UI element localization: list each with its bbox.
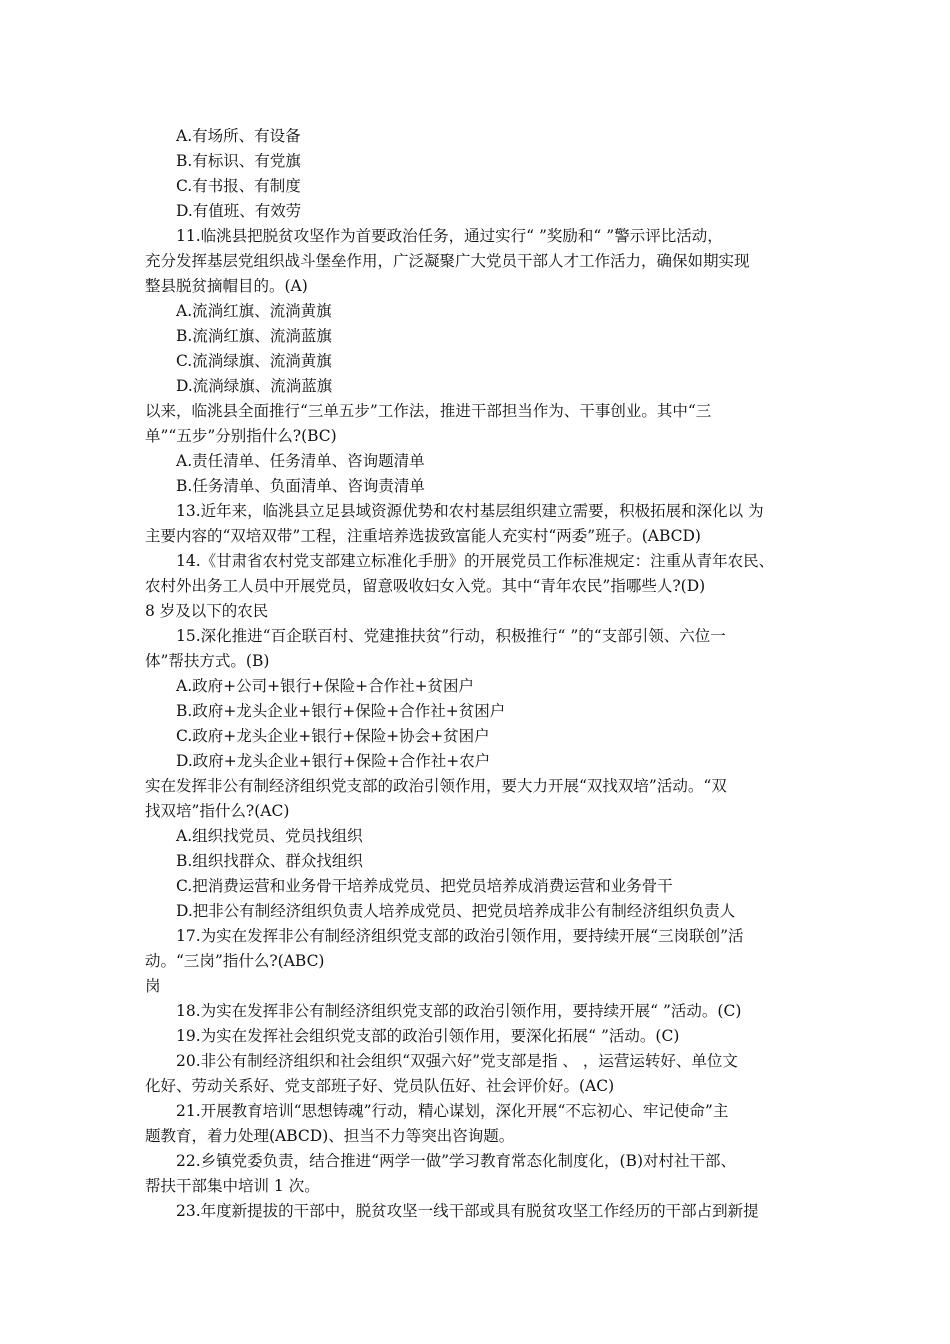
text-line: 实在发挥非公有制经济组织党支部的政治引领作用，要大力开展“双找双培”活动。“双 (145, 777, 727, 795)
text-line: 以来，临洮县全面推行“三单五步”工作法，推进干部担当作为、干事创业。其中“三 (145, 402, 712, 420)
text-line: 动。“三岗”指什么?(ABC) (145, 952, 325, 970)
text-line: B.政府+龙头企业+银行+保险+合作社+贫困户 (176, 702, 506, 720)
text-line: A.流淌红旗、流淌黄旗 (176, 302, 332, 320)
text-line: 23.年度新提拔的干部中，脱贫攻坚一线干部或具有脱贫攻坚工作经历的干部占到新提 (176, 1202, 759, 1220)
text-line: 题教育，着力处理(ABCD)、担当不力等突出咨询题。 (145, 1127, 515, 1145)
text-line: C.政府+龙头企业+银行+保险+协会+贫困户 (176, 727, 490, 745)
text-line: 8 岁及以下的农民 (145, 602, 269, 620)
text-line: 18.为实在发挥非公有制经济组织党支部的政治引领作用，要持续开展“ ”活动。(C) (176, 1002, 742, 1020)
text-line: 17.为实在发挥非公有制经济组织党支部的政治引领作用，要持续开展“三岗联创”活 (176, 927, 744, 945)
text-line: 岗 (145, 977, 161, 995)
text-line: C.把消费运营和业务骨干培养成党员、把党员培养成消费运营和业务骨干 (176, 877, 673, 895)
text-line: C.有书报、有制度 (176, 177, 301, 195)
text-line: D.政府+龙头企业+银行+保险+合作社+农户 (176, 752, 491, 770)
text-line: 化好、劳动关系好、党支部班子好、党员队伍好、社会评价好。(AC) (145, 1077, 615, 1095)
text-line: 13.近年来，临洮县立足县域资源优势和农村基层组织建立需要，积极拓展和深化以 为 (176, 502, 764, 520)
text-line: 20.非公有制经济组织和社会组织“双强六好”党支部是指 、 ，运营运转好、单位文 (176, 1052, 738, 1070)
text-line: A.有场所、有设备 (176, 127, 301, 145)
text-line: 主要内容的“双培双带”工程，注重培养选拔致富能人充实村“两委”班子。(ABCD) (145, 527, 701, 545)
text-line: 14.《甘肃省农村党支部建立标准化手册》的开展党员工作标准规定：注重从青年农民、 (176, 552, 775, 570)
text-line: D.有值班、有效劳 (176, 202, 302, 220)
text-line: 找双培”指什么?(AC) (145, 802, 290, 820)
text-line: 15.深化推进“百企联百村、党建推扶贫”行动，积极推行“ ”的“支部引领、六位一 (176, 627, 726, 645)
text-line: B.流淌红旗、流淌蓝旗 (176, 327, 332, 345)
text-line: 体”帮扶方式。(B) (145, 652, 270, 670)
text-line: 19.为实在发挥社会组织党支部的政治引领作用，要深化拓展“ ”活动。(C) (176, 1027, 680, 1045)
text-line: D.把非公有制经济组织负责人培养成党员、把党员培养成非公有制经济组织负责人 (176, 902, 736, 920)
text-line: 单”“五步”分别指什么?(BC) (145, 427, 337, 445)
text-line: A.责任清单、任务清单、咨询题清单 (176, 452, 425, 470)
document-body (145, 124, 815, 1224)
text-line: 帮扶干部集中培训 1 次。 (145, 1177, 320, 1195)
text-line: 21.开展教育培训“思想铸魂”行动，精心谋划，深化开展“不忘初心、牢记使命”主 (176, 1102, 729, 1120)
text-line: 22.乡镇党委负责，结合推进“两学一做”学习教育常态化制度化，(B)对村社干部、 (176, 1152, 736, 1170)
text-line: B.任务清单、负面清单、咨询责清单 (176, 477, 425, 495)
text-line: B.有标识、有党旗 (176, 152, 301, 170)
text-line: 农村外出务工人员中开展党员，留意吸收妇女入党。其中“青年农民”指哪些人?(D) (145, 577, 706, 595)
text-line: A.组织找党员、党员找组织 (176, 827, 363, 845)
text-line: 充分发挥基层党组织战斗堡垒作用，广泛凝聚广大党员干部人才工作活力，确保如期实现 (145, 252, 750, 270)
text-line: A.政府+公司+银行+保险+合作社+贫困户 (176, 677, 475, 695)
text-line: C.流淌绿旗、流淌黄旗 (176, 352, 332, 370)
text-line: D.流淌绿旗、流淌蓝旗 (176, 377, 333, 395)
text-line: 11.临洮县把脱贫攻坚作为首要政治任务，通过实行“ ”奖励和“ ”警示评比活动， (176, 227, 723, 245)
text-line: 整县脱贫摘帽目的。(A) (145, 277, 308, 295)
text-line: B.组织找群众、群众找组织 (176, 852, 363, 870)
